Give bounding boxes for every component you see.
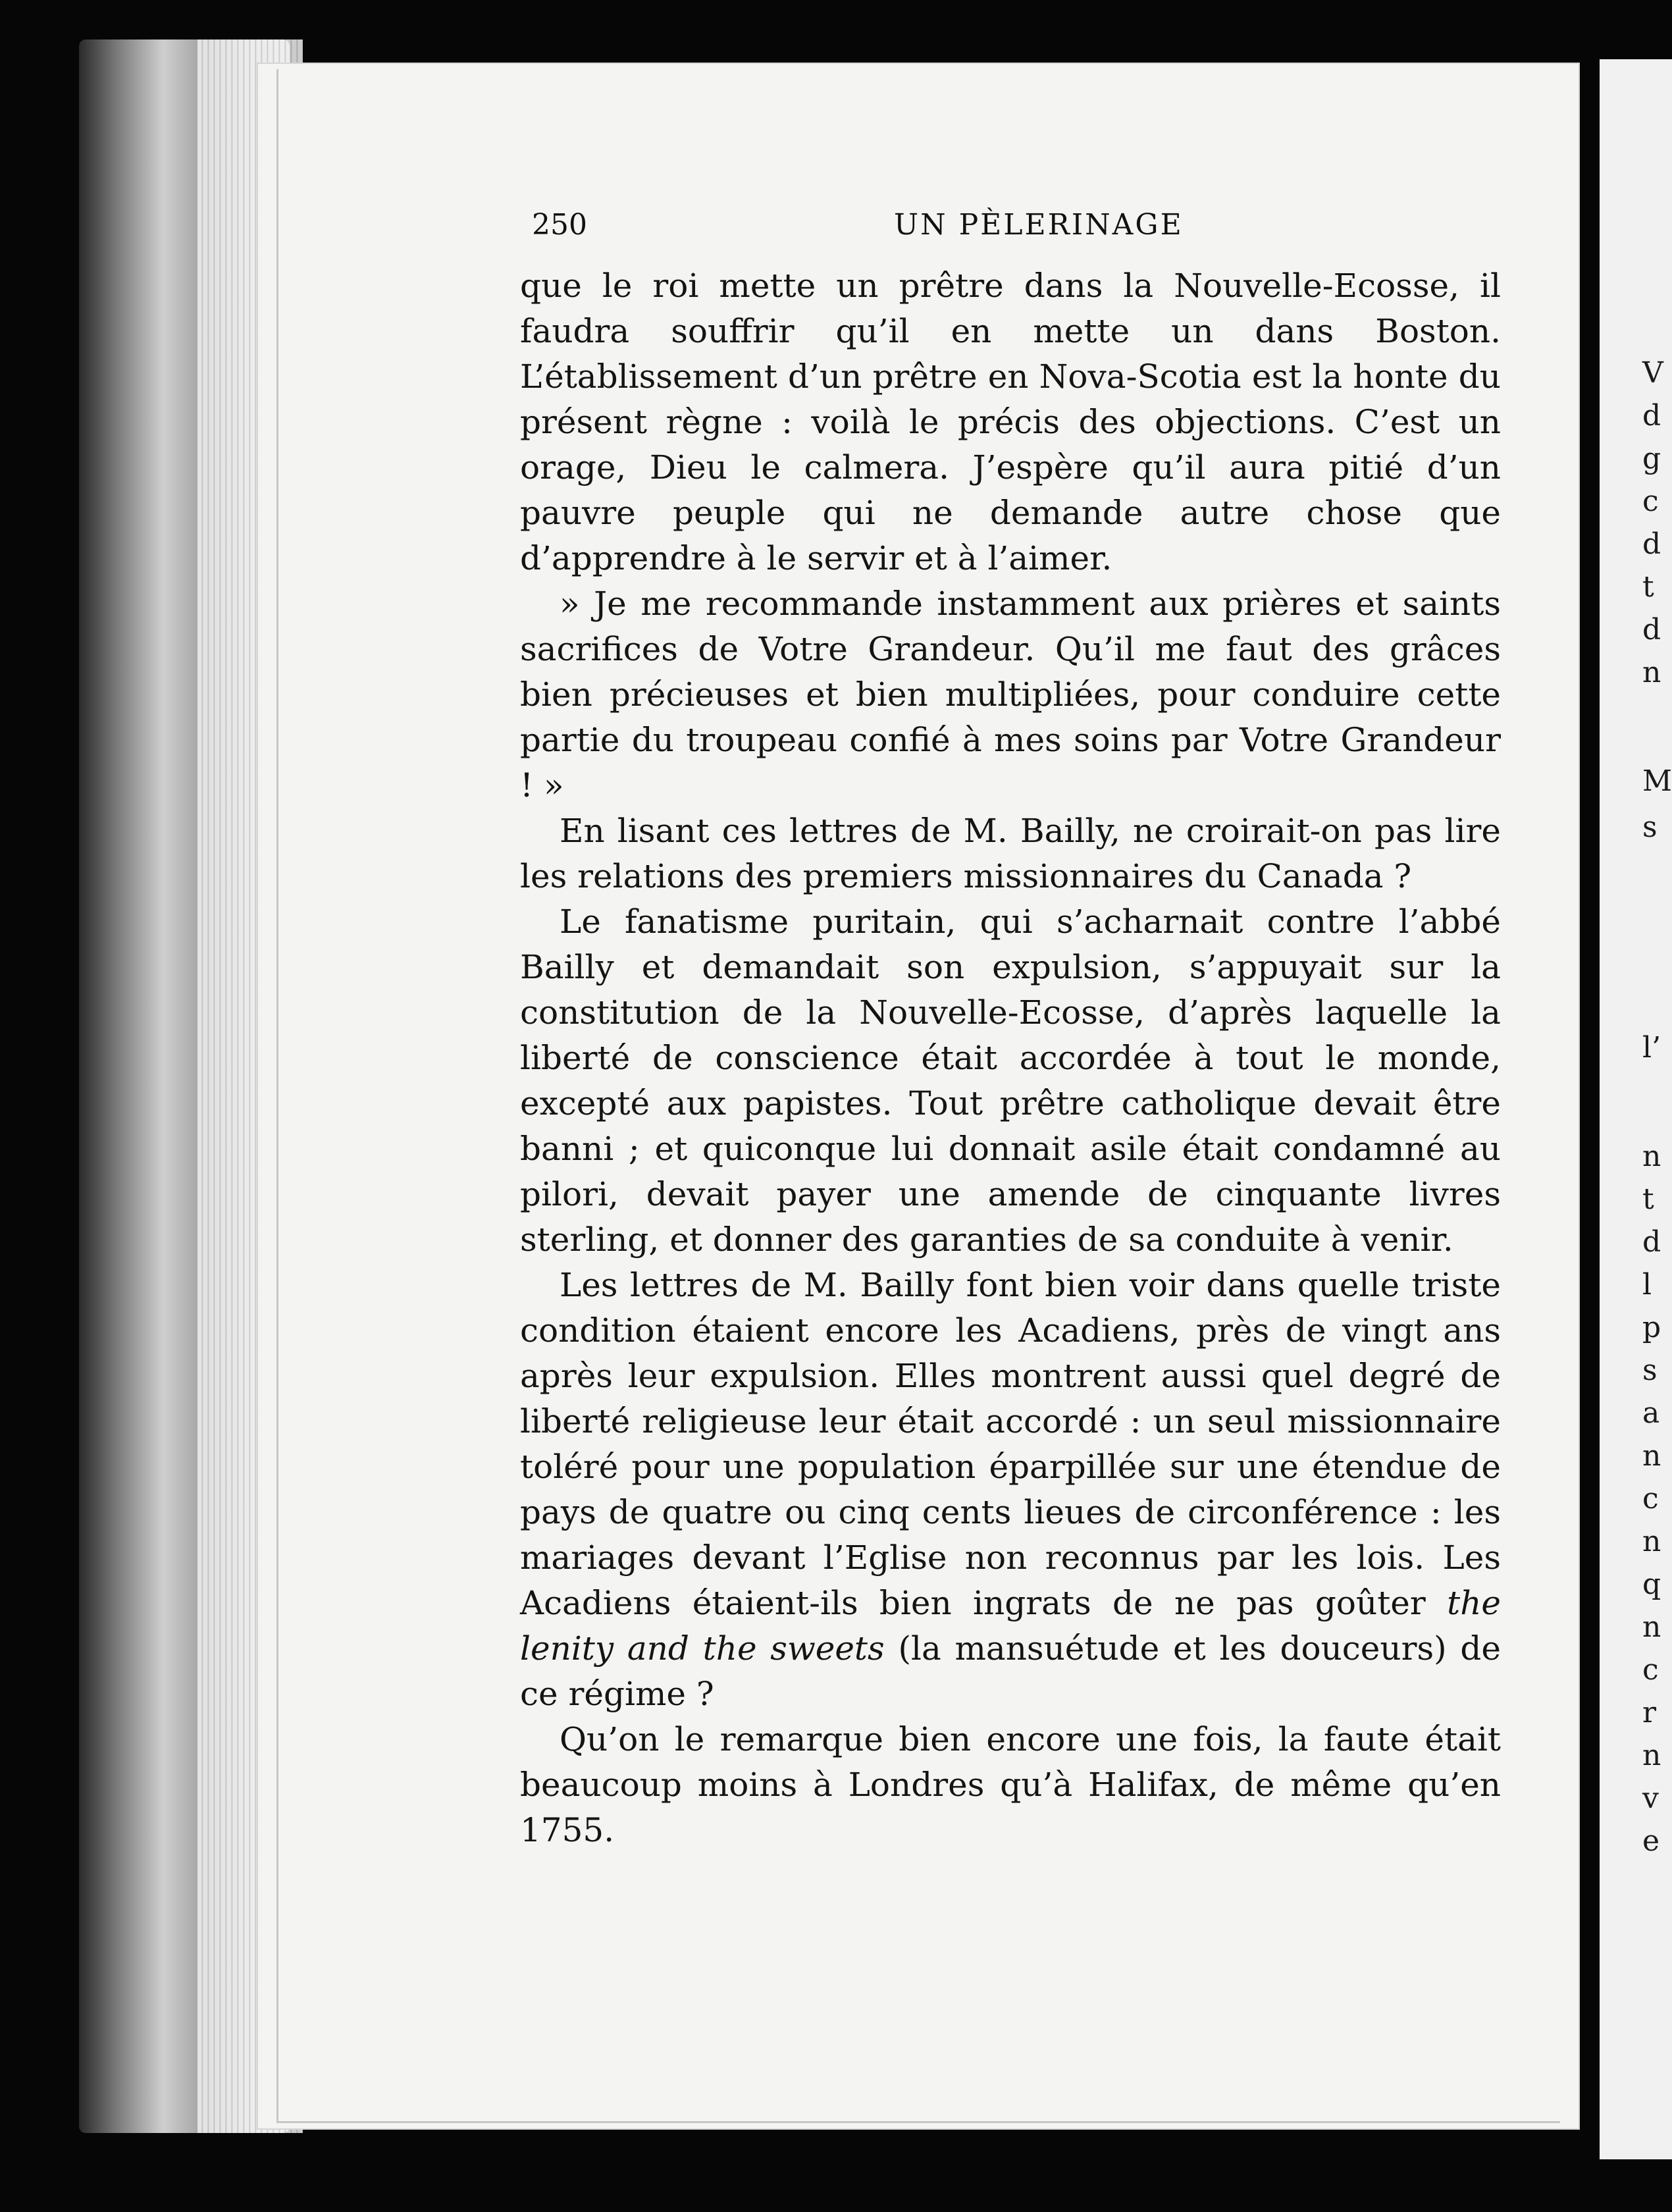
next-page-fragment: c <box>1642 1482 1659 1515</box>
next-page-fragment: t <box>1642 1182 1654 1216</box>
next-page-fragment: n <box>1642 1739 1661 1772</box>
next-page-fragment: e <box>1642 1824 1660 1858</box>
next-page-fragment: r <box>1642 1696 1657 1729</box>
paragraph-5-italic: the lenity and the sweets <box>520 1584 1501 1668</box>
next-page-fragment: c <box>1642 485 1659 518</box>
next-page-fragment: q <box>1642 1567 1661 1601</box>
running-title: UN PÈLERINAGE <box>894 208 1184 242</box>
next-page-fragment: s <box>1642 1354 1658 1387</box>
next-page-fragment: s <box>1642 810 1658 844</box>
paragraph-1: que le roi mette un prêtre dans la Nouvelle-Ecosse, il faudra souffrir qu’il en mette un dans Boston. L’établissement d’un prêtre en Nova-Scotia est la honte du présent règne : voilà le précis des objections. C’est un orage, Dieu le calmera. J’espère qu’il aura pitié d’un pauvre peuple qui ne demande autre chose que d’apprendre à le servir et à l’aimer. <box>520 267 1501 577</box>
next-page-fragment: V <box>1642 356 1663 390</box>
paragraph-2: » Je me recommande instamment aux prières et saints sacrifices de Votre Grandeur. Qu’il me faut des grâces bien précieuses et bien multipliées, pour conduire cette partie du troupeau confié à mes soins par Votre Grandeur ! » <box>520 585 1501 804</box>
next-page-fragment: n <box>1642 1140 1661 1173</box>
next-page-fragment: v <box>1642 1781 1659 1815</box>
paragraph-5-text-b: (la mansuétude et les douceurs) de ce régime ? <box>520 1629 1501 1713</box>
page-header <box>532 208 1447 254</box>
next-page-fragment: d <box>1642 527 1661 561</box>
next-page-fragment: d <box>1642 613 1661 646</box>
page-number: 250 <box>532 208 587 242</box>
next-page-fragment: l’ <box>1642 1031 1661 1065</box>
next-page-fragment: n <box>1642 656 1661 689</box>
paragraph-4: Le fanatisme puritain, qui s’acharnait contre l’abbé Bailly et demandait son expulsion, s’appuyait sur la constitution de la Nouvelle-Ecosse, d’après laquelle la liberté de conscience était accordée à tout le monde, excepté aux papistes. Tout prêtre catholique devait être banni ; et quiconque lui donnait asile était condamné au pilori, devait payer une amende de cinquante livres sterling, et donner des garanties de sa conduite à venir. <box>520 903 1501 1259</box>
next-page-fragment: t <box>1642 570 1654 604</box>
next-page-fragment: p <box>1642 1311 1661 1344</box>
body-text <box>520 263 1501 1853</box>
next-page-fragment: M <box>1642 764 1672 798</box>
next-page-fragment: n <box>1642 1610 1661 1644</box>
next-page-fragment: a <box>1642 1396 1660 1430</box>
next-page-fragment: d <box>1642 399 1661 433</box>
next-page-fragment: n <box>1642 1525 1661 1558</box>
paragraph-5-text-a: Les lettres de M. Bailly font bien voir dans quelle triste condition étaient encore les Acadiens, près de vingt ans après leur expulsion. Elles montrent aussi quel degré de liberté religieuse leur était accordé : un seul missionnaire toléré pour une population éparpillée sur une étendue de pays de quatre ou cinq cents lieues de circonférence : les mariages devant l’Eglise non reconnus par les lois. Les Acadiens étaient-ils bien ingrats de ne pas goûter <box>520 1266 1501 1622</box>
next-page-fragment: c <box>1642 1653 1659 1687</box>
next-page-fragment: l <box>1642 1268 1652 1302</box>
paragraph-3: En lisant ces lettres de M. Bailly, ne croirait-on pas lire les relations des premiers missionnaires du Canada ? <box>520 812 1501 895</box>
next-page-fragment: n <box>1642 1439 1661 1473</box>
next-page-fragment: d <box>1642 1225 1661 1259</box>
next-page-fragment: g <box>1642 442 1661 475</box>
paragraph-6: Qu’on le remarque bien encore une fois, la faute était beaucoup moins à Londres qu’à Halifax, de même qu’en 1755. <box>520 1720 1501 1849</box>
paragraph-5 <box>520 1263 1501 1717</box>
